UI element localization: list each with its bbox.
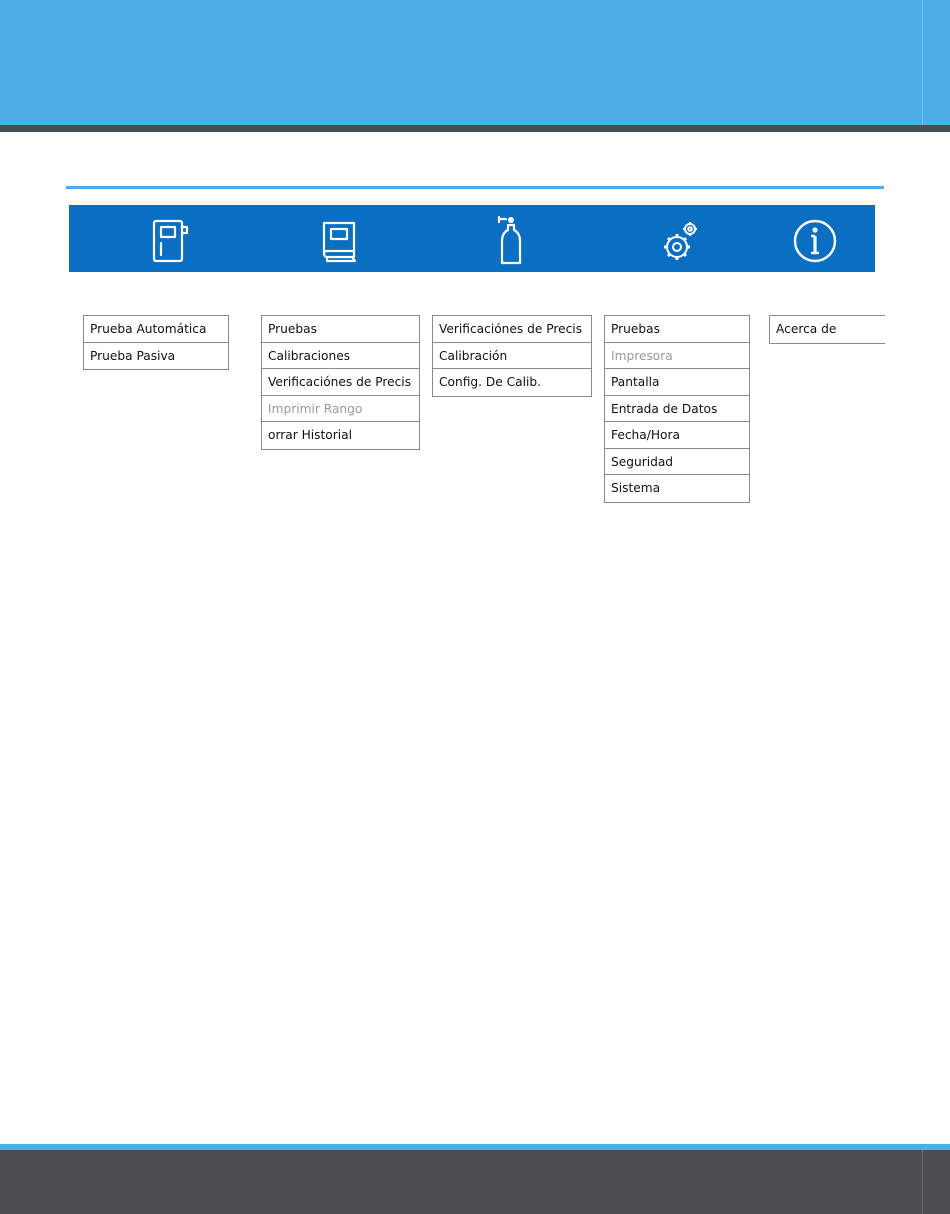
header-rule — [0, 125, 950, 132]
menu-item-impresora: Impresora — [605, 343, 749, 370]
menu-item-verificaciones-precision[interactable]: Verificaciónes de Precis — [433, 316, 591, 343]
menu-item-pantalla[interactable]: Pantalla — [605, 369, 749, 396]
footer-band — [0, 1150, 950, 1214]
settings-submenu — [604, 315, 750, 503]
main-menu-bar — [69, 205, 875, 272]
menu-item-seguridad[interactable]: Seguridad — [605, 449, 749, 476]
menu-item-imprimir-rango: Imprimir Rango — [262, 396, 419, 423]
log-submenu — [261, 315, 420, 450]
calibration-submenu — [432, 315, 592, 397]
section-rule — [66, 186, 884, 189]
header-divider — [922, 0, 923, 125]
menu-item-pruebas[interactable]: Pruebas — [262, 316, 419, 343]
breathalyzer-device-icon[interactable] — [148, 215, 200, 267]
header-band — [0, 0, 950, 125]
menu-item-calibracion[interactable]: Calibración — [433, 343, 591, 370]
log-book-icon[interactable] — [314, 215, 366, 267]
menu-item-fecha-hora[interactable]: Fecha/Hora — [605, 422, 749, 449]
menu-item-verificaciones[interactable]: Verificaciónes de Precis — [262, 369, 419, 396]
menu-item-acerca-de[interactable]: Acerca de — [776, 322, 837, 336]
info-icon[interactable] — [789, 215, 841, 267]
gas-cylinder-icon[interactable] — [485, 215, 537, 267]
settings-gears-icon[interactable] — [655, 215, 707, 267]
menu-item-borrar-historial[interactable]: orrar Historial — [268, 428, 353, 442]
menu-item-sistema[interactable]: Sistema — [611, 481, 661, 495]
info-submenu — [769, 315, 885, 344]
test-submenu — [83, 315, 229, 370]
menu-item-prueba-automatica[interactable]: Prueba Automática — [84, 316, 228, 343]
menu-item-entrada-datos[interactable]: Entrada de Datos — [605, 396, 749, 423]
menu-item-prueba-pasiva[interactable]: Prueba Pasiva — [90, 348, 176, 363]
footer-divider — [922, 1150, 923, 1214]
menu-item-config-calib[interactable]: Config. De Calib. — [439, 375, 541, 389]
menu-item-calibraciones[interactable]: Calibraciones — [262, 343, 419, 370]
menu-item-pruebas-settings[interactable]: Pruebas — [605, 316, 749, 343]
